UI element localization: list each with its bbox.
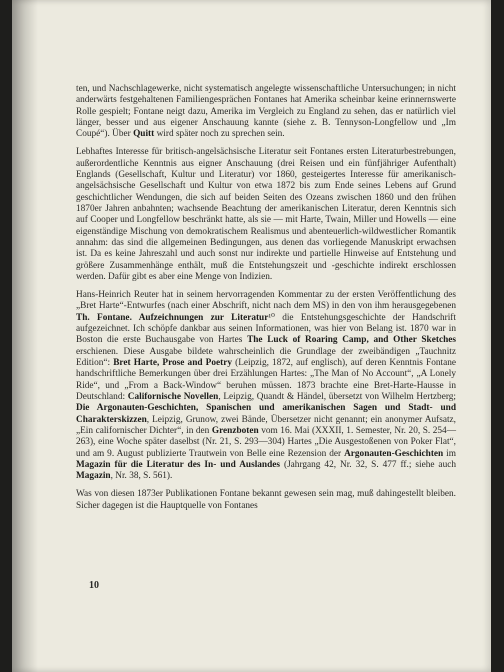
- text-run: erschienen. Diese Ausgabe bildete wahrscheinlich die Grundlage der zweibändigen „Tauchnitz Edition“:: [76, 346, 456, 368]
- bold-title-text: Californische Novellen: [127, 391, 219, 402]
- bold-title-text: Bret Harte, Prose and Poetry: [113, 357, 232, 368]
- text-run: , Leipzig, Quandt & Händel, übersetzt von Wilhelm Hertzberg;: [218, 391, 456, 402]
- bold-title-text: The Luck of Roaring Camp, and Other Sketches: [247, 335, 456, 346]
- bold-title-text: Magazin: [76, 471, 111, 482]
- bold-title-text: Quitt: [133, 129, 155, 140]
- text-run: Hans-Heinrich Reuter hat in seinem hervorragenden Kommentar zu der ersten Veröffentlichung des „Bret Harte“-Entwurfes (nach einer Abschrift, nicht nach dem MS) in den von ihm herausgegebenen: [76, 289, 456, 312]
- text-run: im: [443, 448, 456, 459]
- text-run: Lebhaftes Interesse für britisch-angelsächsische Literatur seit Fontanes ersten Literaturbestrebungen, außerordentliche Kenntnis aus eigner Anschauung (drei Reisen und ein fünfjähriger Aufenthalt) Englands (Gesellschaft, Kultur und Literatur) vor 1860, gesteigertes Interesse für amerikanisch-angelsächsische Gesellschaft und Kultur von etwa 1872 bis zum Ende seines Lebens auf Grund geschichtlicher Wendungen, die sich auf beiden Seiten des Ozeans zwischen 1860 und den frühen 1870er Jahren anbahnten; wachsende Beachtung der amerikanischen Literatur, deren Kenntnis sich auf Cooper und Longfellow beschränkt hatte, als sie — mit Harte, Twain, Miller und Howells — eine eigenständige Mischung von demokratischem Realismus und abenteuerlich-wildwestlicher Romantik annahm: das sind die allgemeinen Bedingungen, aus denen das vorliegende Manuskript erwachsen ist. Da es keine Jahreszahl und auch sonst nur indirekte und partielle Hinweise auf Entstehung und größere Zusammenhänge enthält, muß die Entstehungszeit und -geschichte indirekt erschlossen werden. Dafür gibt es aber eine Menge von Indizien.: [76, 147, 456, 282]
- page-number: 10: [89, 580, 99, 591]
- paragraph-1: [76, 84, 456, 141]
- text-run: Was von diesen 1873er Publikationen Fontane bekannt gewesen sein mag, muß dahingestellt bleiben. Sicher dagegen ist die Hauptquelle von Fontanes: [76, 489, 456, 511]
- body-text: [76, 84, 456, 518]
- bold-title-text: Argonauten-Geschichten: [344, 448, 444, 459]
- paragraph-3: [76, 290, 456, 483]
- paragraph-4: [76, 489, 456, 512]
- text-run: (Jahrgang 42, Nr. 32, S. 477 ff.; siehe auch: [280, 460, 456, 470]
- text-run: , Leipzig, Grunow, zwei Bände, Übersetzer nicht genannt; ein anonymer Aufsatz, „Ein californischer Dichter“, in den: [76, 414, 456, 436]
- binding-shadow: [12, 0, 38, 672]
- bold-title-text: Magazin für die Literatur des In- und Auslandes: [76, 460, 281, 470]
- paragraph-2: [76, 147, 456, 283]
- bold-title-text: Grenzboten: [211, 425, 259, 436]
- text-run: ten, und Nachschlagewerke, nicht systematisch angelegte wissenschaftliche Untersuchungen; in nicht anderwärts festgehaltenen Familiengesprächen Fontanes hat Amerika scheinbar keine erinnernswerte Rolle gespielt; Fontane neigt dazu, Amerika im Vergleich zu England zu sehen, das er natürlich viel länger, besser und aus eigener Anschauung kannte (siehe z. B. Tennyson-Longfellow und „Im Coupé“). Über: [76, 84, 456, 140]
- bold-title-text: Die Argonauten-Geschichten, Spanischen und amerikanischen Sagen und Stadt- und Charakterskizzen: [76, 403, 456, 425]
- text-run: , Nr. 38, S. 561).: [110, 471, 173, 482]
- text-run: wird später noch zu sprechen sein.: [154, 129, 285, 140]
- text-run: ¹⁰ die Entstehungsgeschichte der Handschrift aufgezeichnet. Ich schöpfe dankbar aus seinen Informationen, was hier von Belang ist. 1870 war in Boston die erste Buchausgabe von Hartes: [76, 312, 456, 346]
- text-run: vom 16. Mai (XXXII, 1. Semester, Nr. 20, S. 254—263), eine Woche später daselbst (Nr. 21, S. 293—304) Hartes „Die Ausgestoßenen von Poker Flat“, und am 9. August publizierte Trautwein von Belle eine Rezension der: [76, 425, 456, 459]
- text-run: (Leipzig, 1872, auf englisch), auf deren Kenntnis Fontane handschriftliche Bemerkungen über drei Erzählungen Hartes: „The Man of No Account“, „A Lonely Ride“, und „From a Back-Window“ beruhen müssen. 1873 brachte eine Bret-Harte-Hausse in Deutschland:: [76, 357, 456, 402]
- bold-title-text: Th. Fontane. Aufzeichnungen zur Literatur: [76, 312, 269, 323]
